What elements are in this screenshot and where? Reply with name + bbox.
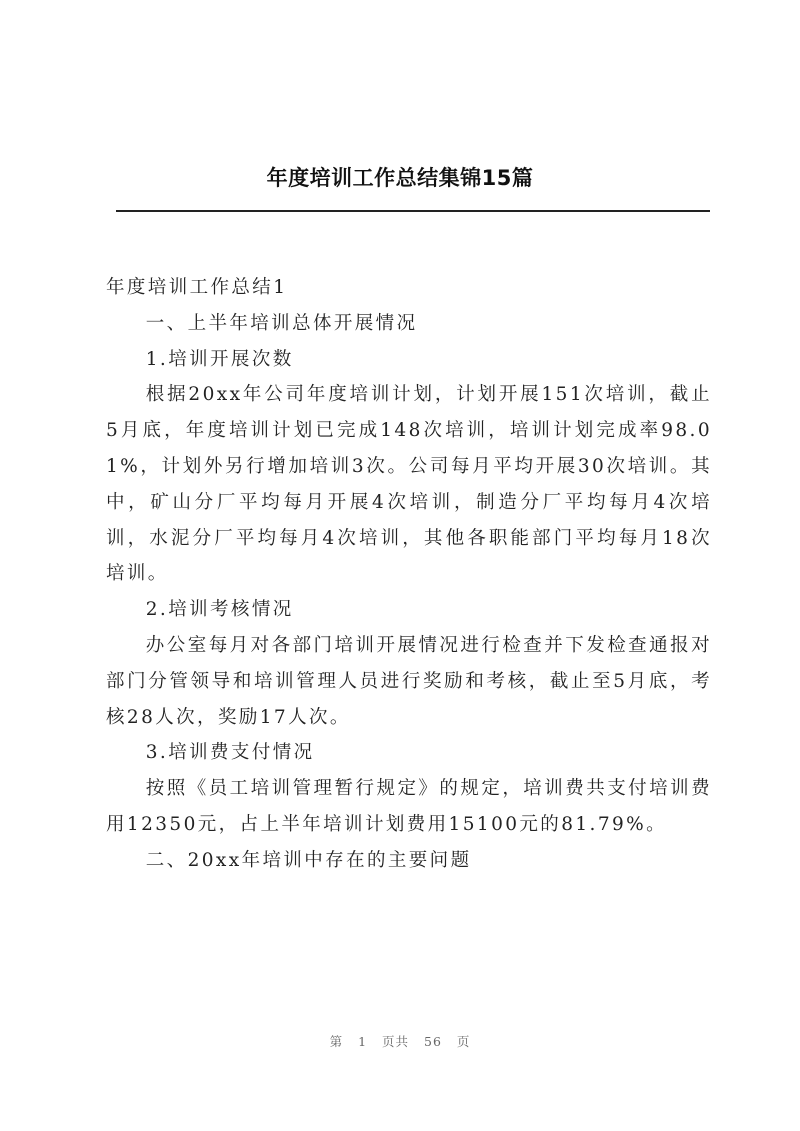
document-body xyxy=(106,270,712,879)
subheading-training-count: 1.培训开展次数 xyxy=(145,348,294,370)
footer-total-pages: 56 xyxy=(424,1034,442,1049)
title-underline-rule xyxy=(116,210,710,212)
paragraph-training-assessment: 办公室每月对各部门培训开展情况进行检查并下发检查通报对部门分管领导和培训管理人员进行奖励和考核，截止至5月底，考核28人次，奖励17人次。 xyxy=(106,634,712,728)
footer-label-total-suffix: 页 xyxy=(456,1034,471,1049)
footer-label-page: 第 xyxy=(329,1034,344,1049)
document-title: 年度培训工作总结集锦15篇 xyxy=(266,166,534,190)
section-heading-part-1: 一、上半年培训总体开展情况 xyxy=(145,312,418,334)
subheading-training-assessment: 2.培训考核情况 xyxy=(145,599,294,621)
section-heading-summary-1: 年度培训工作总结1 xyxy=(106,277,288,298)
page-footer xyxy=(0,1032,800,1050)
section-heading-part-2: 二、20xx年培训中存在的主要问题 xyxy=(145,849,472,871)
footer-current-page: 1 xyxy=(358,1034,368,1049)
paragraph-training-count: 根据20xx年公司年度培训计划，计划开展151次培训，截止5月底，年度培训计划已完成148次培训，培训计划完成率98.01%，计划外另行增加培训3次。公司每月平均开展30次培训。其中，矿山分厂平均每月开展4次培训，制造分厂平均每月4次培训，水泥分厂平均每月4次培训，其他各职能部门平均每月18次培训。 xyxy=(106,384,712,585)
paragraph-training-fees: 按照《员工培训管理暂行规定》的规定，培训费共支付培训费用12350元，占上半年培训计划费用15100元的81.79%。 xyxy=(106,778,712,835)
subheading-training-fees: 3.培训费支付情况 xyxy=(145,742,315,764)
footer-label-total-prefix: 页共 xyxy=(382,1034,410,1049)
